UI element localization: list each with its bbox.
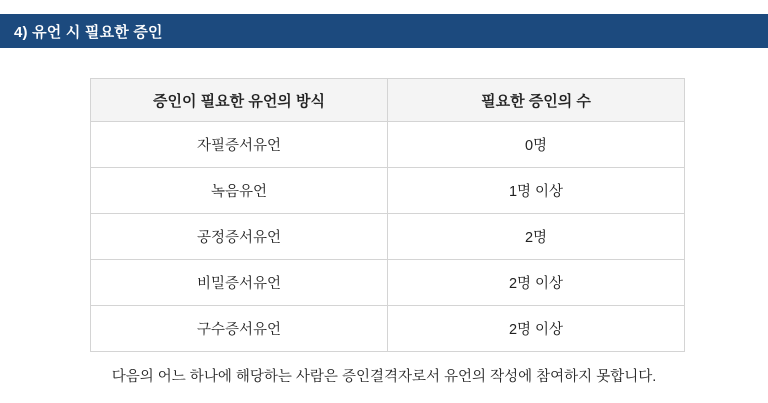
table-row — [91, 306, 685, 352]
witness-table — [90, 78, 685, 352]
section-title: 4) 유언 시 필요한 증인 — [14, 23, 163, 41]
table-cell-method: 녹음유언 — [91, 168, 388, 214]
table-row — [91, 260, 685, 306]
table-cell-method: 공정증서유언 — [91, 214, 388, 260]
table-cell-count: 2명 이상 — [388, 260, 685, 306]
table-row — [91, 168, 685, 214]
table-cell-method: 구수증서유언 — [91, 306, 388, 352]
footnote-text: 다음의 어느 하나에 해당하는 사람은 증인결격자로서 유언의 작성에 참여하지 못합니다. — [111, 369, 657, 385]
section-header-bar — [0, 14, 768, 48]
table-header-cell-method: 증인이 필요한 유언의 방식 — [91, 79, 388, 122]
table-cell-method: 자필증서유언 — [91, 122, 388, 168]
table-cell-count: 2명 이상 — [388, 306, 685, 352]
witness-table-container — [90, 78, 678, 352]
table-row — [91, 122, 685, 168]
table-header — [91, 79, 685, 122]
table-header-cell-count: 필요한 증인의 수 — [388, 79, 685, 122]
table-body — [91, 122, 685, 352]
table-header-row — [91, 79, 685, 122]
table-cell-count: 2명 — [388, 214, 685, 260]
table-cell-count: 1명 이상 — [388, 168, 685, 214]
table-cell-method: 비밀증서유언 — [91, 260, 388, 306]
table-row — [91, 214, 685, 260]
table-cell-count: 0명 — [388, 122, 685, 168]
